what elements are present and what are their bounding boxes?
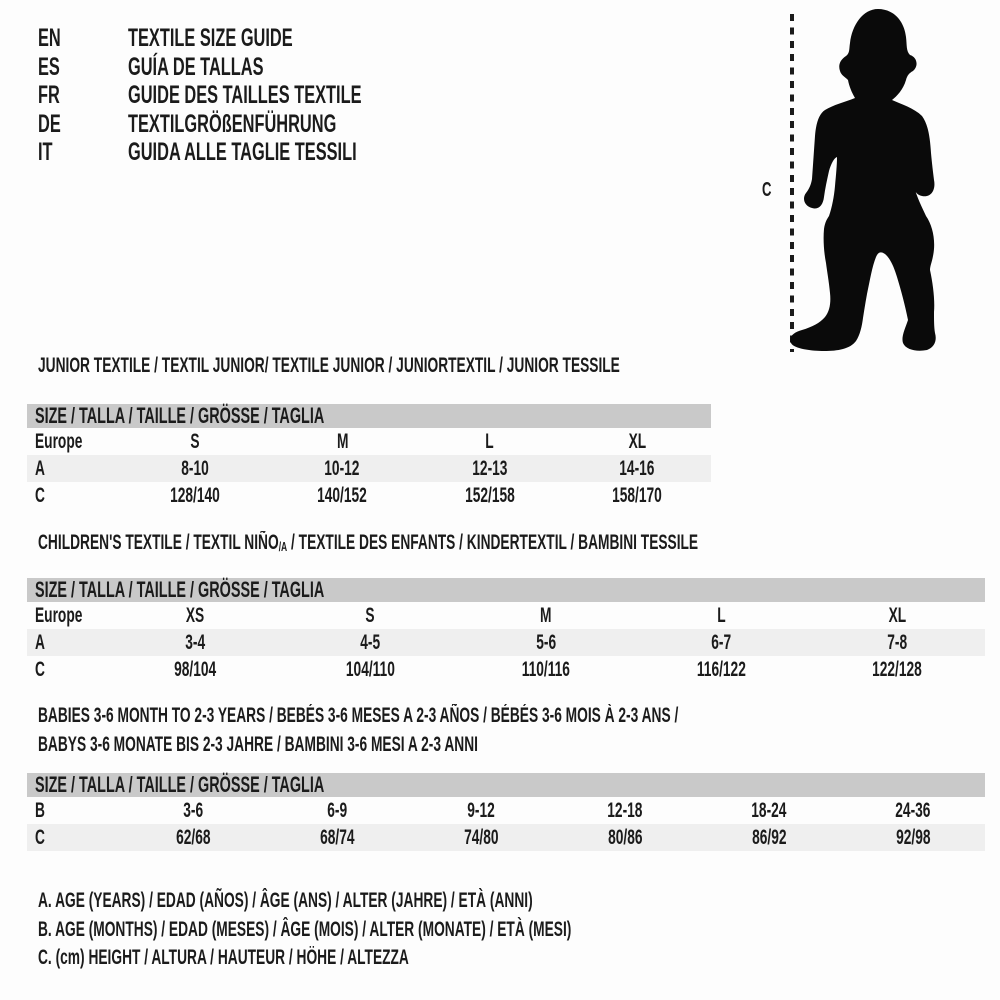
row-label: B (35, 799, 45, 822)
footnote-a: A. AGE (YEARS) / EDAD (AÑOS) / ÂGE (ANS) / ALTER (JAHRE) / ETÀ (ANNI) (38, 889, 533, 912)
size-cell: XL (888, 604, 906, 627)
height-cell: 68/74 (319, 826, 355, 849)
guide-title-it: GUIDA ALLE TAGLIE TESSILI (128, 138, 357, 167)
language-row-en (38, 24, 485, 53)
height-cell: 152/158 (464, 484, 515, 507)
guide-title-en: TEXTILE SIZE GUIDE (128, 24, 293, 52)
guide-title-es: GUÍA DE TALLAS (128, 52, 264, 81)
table-row-height-cm (27, 482, 711, 509)
height-cell: 104/110 (345, 658, 395, 681)
age-cell: 3-4 (184, 631, 205, 654)
babies-table (27, 773, 985, 851)
age-cell: 9-12 (467, 799, 495, 822)
language-row-de (38, 110, 485, 139)
age-cell: 12-18 (607, 799, 643, 822)
row-label: C (35, 658, 45, 681)
age-cell: 24-36 (895, 799, 931, 822)
size-cell: XS (185, 604, 204, 627)
footnote-c: C. (cm) HEIGHT / ALTURA / HAUTEUR / HÖHE / ALTEZZA (38, 946, 409, 970)
row-label: C (35, 826, 45, 849)
height-measure-label: C (762, 179, 772, 201)
table-row-height-cm (27, 824, 985, 851)
height-cell: 116/122 (697, 658, 747, 681)
size-cell: M (336, 430, 348, 453)
language-code: FR (38, 81, 60, 110)
legend-footnotes (38, 887, 852, 973)
guide-title-de: TEXTILGRÖßENFÜHRUNG (128, 109, 337, 138)
children-table-title: CHILDREN'S TEXTILE / TEXTIL NIÑO/A / TEXTILE DES ENFANTS / KINDERTEXTIL / BAMBINI TESSILE (38, 531, 699, 554)
babies-table-title (38, 702, 1000, 759)
height-cell: 86/92 (751, 826, 787, 849)
height-cell: 128/140 (169, 484, 220, 507)
row-label: C (35, 484, 45, 507)
size-cell: XL (628, 430, 647, 453)
table-row-europe (27, 428, 711, 455)
junior-table-title: JUNIOR TEXTILE / TEXTIL JUNIOR/ TEXTILE JUNIOR / JUNIORTEXTIL / JUNIOR TESSILE (38, 354, 620, 377)
age-cell: 5-6 (536, 631, 556, 654)
row-label: A (35, 457, 45, 480)
size-header-bar (27, 773, 985, 797)
guide-title-fr: GUIDE DES TAILLES TEXTILE (128, 81, 362, 110)
row-label: A (35, 631, 45, 654)
age-cell: 3-6 (183, 799, 203, 822)
height-cell: 122/128 (872, 658, 923, 681)
size-cell: M (540, 604, 552, 627)
language-row-fr (38, 81, 485, 110)
language-title-list (38, 24, 485, 167)
size-cell: S (365, 604, 375, 627)
age-cell: 12-13 (472, 457, 508, 480)
language-code: ES (38, 52, 60, 81)
size-header-bar (27, 404, 711, 428)
age-cell: 8-10 (180, 457, 209, 480)
language-code: IT (38, 138, 53, 167)
height-cell: 158/170 (612, 484, 663, 507)
size-header-bar (27, 578, 985, 602)
title-subscript: /A (278, 539, 288, 554)
size-header-label: SIZE / TALLA / TAILLE / GRÖSSE / TAGLIA (35, 403, 325, 428)
age-cell: 14-16 (619, 457, 655, 480)
size-cell: L (717, 604, 726, 627)
junior-table (27, 404, 711, 509)
language-row-it (38, 138, 485, 167)
height-cell: 140/152 (317, 484, 368, 507)
height-cell: 98/104 (173, 658, 216, 681)
size-header-label: SIZE / TALLA / TAILLE / GRÖSSE / TAGLIA (35, 577, 325, 602)
height-cell: 74/80 (463, 826, 499, 849)
age-cell: 10-12 (324, 457, 360, 480)
babies-title-line1: BABIES 3-6 MONTH TO 2-3 YEARS / BEBÉS 3-6 MESES A 2-3 AÑOS / BÉBÉS 3-6 MOIS À 2-3 ANS / (38, 704, 679, 727)
table-row-age-months (27, 797, 985, 824)
age-cell: 4-5 (360, 631, 381, 654)
row-label: Europe (35, 604, 83, 627)
height-cell: 110/116 (521, 658, 571, 681)
babies-title-line2: BABYS 3-6 MONATE BIS 2-3 JAHRE / BAMBINI 3-6 MESI A 2-3 ANNI (38, 732, 478, 756)
height-cell: 92/98 (895, 826, 931, 849)
children-table (27, 578, 985, 683)
language-code: EN (38, 24, 61, 52)
language-row-es (38, 53, 485, 82)
table-row-height-cm (27, 656, 985, 683)
footnote-b: B. AGE (MONTHS) / EDAD (MESES) / ÂGE (MOIS) / ALTER (MONATE) / ETÀ (MESI) (38, 917, 572, 941)
size-cell: L (485, 430, 494, 453)
table-row-age-years (27, 629, 985, 656)
age-cell: 6-7 (711, 631, 732, 654)
baby-silhouette-icon (785, 5, 950, 353)
height-cell: 62/68 (175, 826, 211, 849)
age-cell: 18-24 (751, 799, 787, 822)
table-row-age-years (27, 455, 711, 482)
size-header-label: SIZE / TALLA / TAILLE / GRÖSSE / TAGLIA (35, 772, 325, 797)
age-cell: 7-8 (887, 631, 908, 654)
age-cell: 6-9 (327, 799, 347, 822)
height-cell: 80/86 (607, 826, 643, 849)
language-code: DE (38, 109, 61, 138)
size-cell: S (190, 430, 200, 453)
row-label: Europe (35, 430, 83, 453)
table-row-europe (27, 602, 985, 629)
